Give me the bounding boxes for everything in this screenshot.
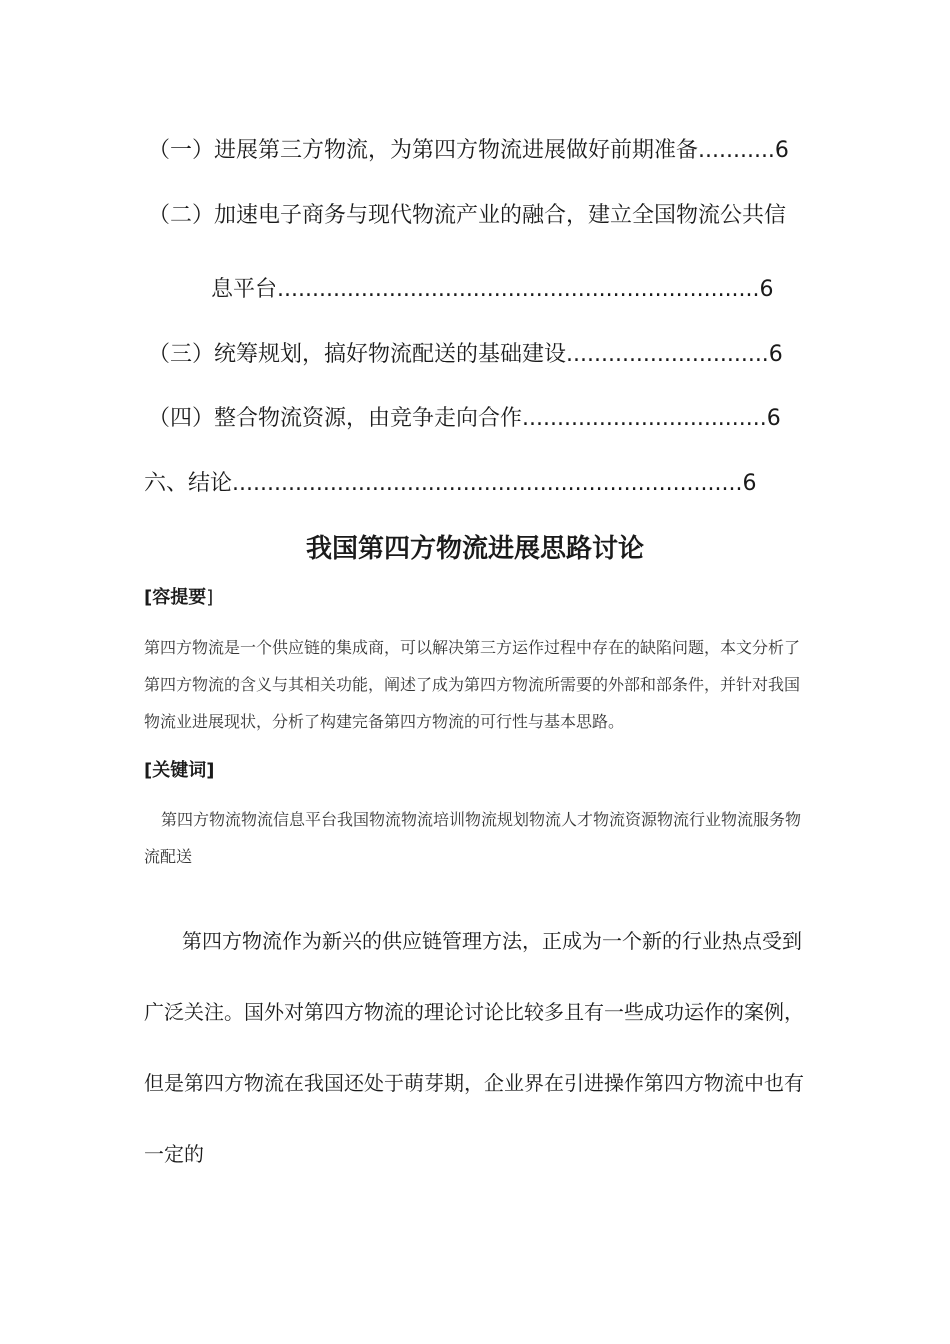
abstract-text: 第四方物流是一个供应链的集成商，可以解决第三方运作过程中存在的缺陷问题，本文分析了第四方物流的含义与其相关功能，阐述了成为第四方物流所需要的外部和部条件，并针对我国物流业进展现状，分析了构建完备第四方物流的可行性与基本思路。 (144, 638, 801, 731)
toc-entry[interactable]: （四）整合物流资源，由竞争走向合作...................................6 (148, 406, 781, 431)
toc-entry[interactable]: 六、结论.........................................................................6 (144, 471, 757, 496)
toc-entry[interactable]: （一）进展第三方物流，为第四方物流进展做好前期准备...........6 (148, 138, 789, 163)
document-title: 我国第四方物流进展思路讨论 (305, 534, 644, 564)
toc-entry[interactable]: （二）加速电子商务与现代物流产业的融合，建立全国物流公共信 (148, 203, 787, 228)
keywords-text: 第四方物流物流信息平台我国物流物流培训物流规划物流人才物流资源物流行业物流服务物流配送 (144, 810, 802, 866)
abstract-label-close: ] (206, 587, 214, 608)
keywords-label: [关键词] (144, 760, 215, 781)
abstract-label (144, 586, 213, 610)
toc-entry[interactable]: （三）统筹规划，搞好物流配送的基础建设.............................6 (148, 342, 783, 367)
toc-entry-continuation[interactable]: 息平台.....................................................................6 (211, 277, 774, 302)
abstract-label-text: [容提要 (144, 587, 207, 608)
body-paragraph: 第四方物流作为新兴的供应链管理方法，正成为一个新的行业热点受到广泛关注。国外对第四方物流的理论讨论比较多且有一些成功运作的案例，但是第四方物流在我国还处于萌芽期，企业界在引进操作第四方物流中也有一定的 (144, 929, 804, 1166)
